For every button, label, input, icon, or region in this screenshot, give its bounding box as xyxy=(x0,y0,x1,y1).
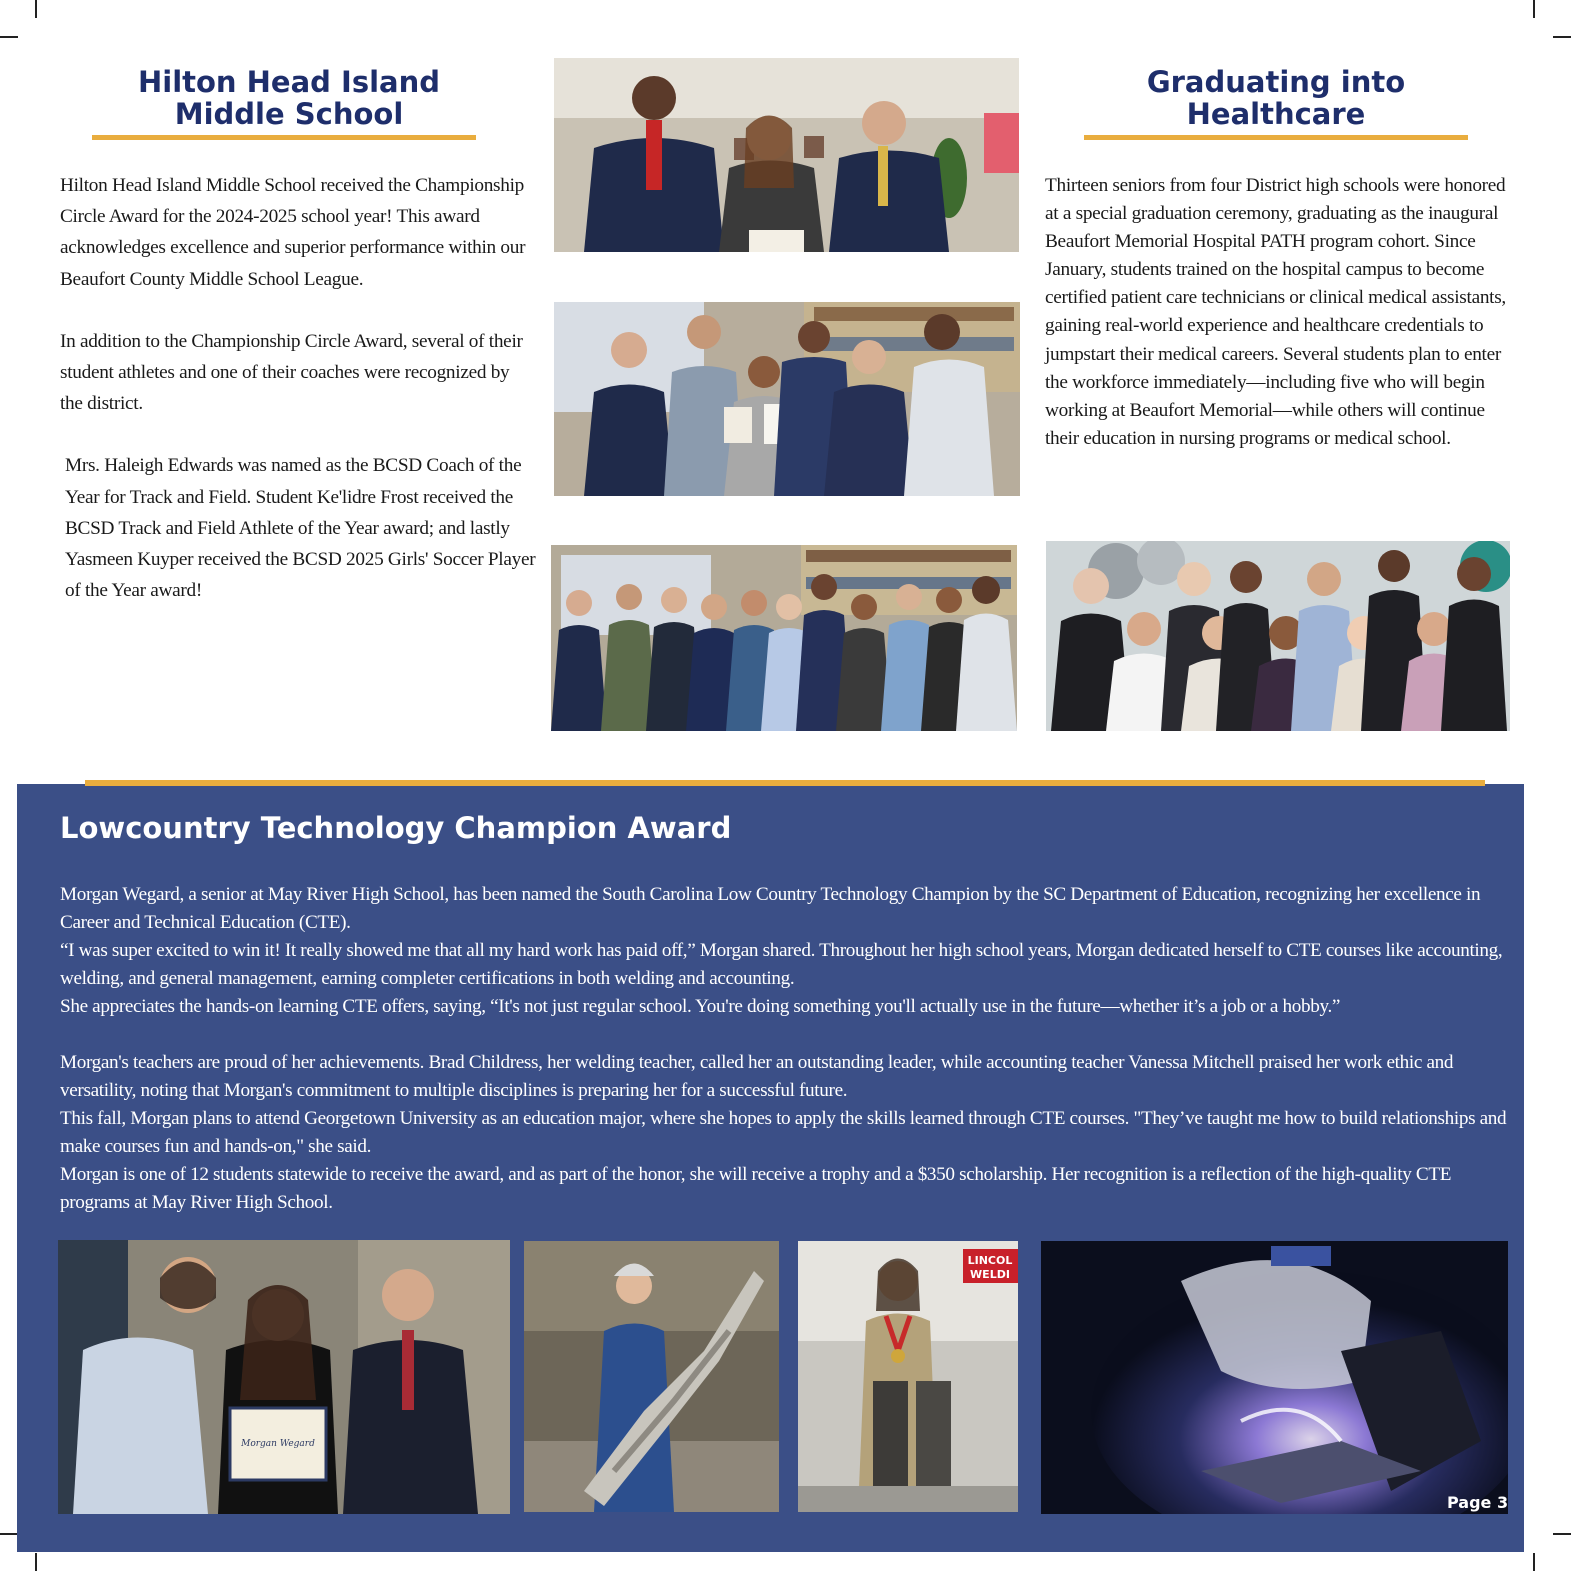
certificate-name: Morgan Wegard xyxy=(241,1439,315,1449)
crop-mark xyxy=(1533,0,1535,18)
feature-title: Lowcountry Technology Champion Award xyxy=(60,811,732,845)
feature-paragraph-1: Morgan Wegard, a senior at May River High School, has been named the South Carolina Low Country Technology Champion by the SC Department of Education, recognizing her excellence in Career and Technical Education (CTE). xyxy=(60,884,1481,933)
right-title-line2: Healthcare xyxy=(1186,97,1366,131)
photo-award-presentation xyxy=(554,58,1019,252)
photo-path-graduates xyxy=(1046,541,1510,731)
feature-paragraph-3: She appreciates the hands-on learning CTE offers, saying, “It's not just regular school. You're doing something you'll actually use in the future—whether it’s a job or a hobby.” xyxy=(60,996,1341,1017)
feature-paragraph-spacer xyxy=(60,1021,1520,1049)
left-paragraph-2: In addition to the Championship Circle Award, several of their student athletes and one of their coaches were recognized by the district. xyxy=(60,330,523,415)
left-article-body xyxy=(60,170,536,606)
right-title-line1: Graduating into xyxy=(1146,65,1406,99)
right-paragraph: Thirteen seniors from four District high schools were honored at a special graduation ceremony, graduating as the inaugural Beaufort Memorial Hospital PATH program cohort. Since January, students trained on the hospital campus to become certified patient care technicians or clinical medical assistants, gaining real-world experience and healthcare credentials to jumpstart their medical careers. Several students plan to enter the workforce immediately—including five who will begin working at Beaufort Memorial—while others will continue their education in nursing programs or medical school. xyxy=(1045,175,1506,449)
left-title-underline xyxy=(92,135,476,140)
crop-mark xyxy=(0,36,18,38)
photo-morgan-certificate xyxy=(58,1240,510,1514)
svg-text:LINCOL: LINCOL xyxy=(967,1254,1013,1267)
feature-body xyxy=(60,881,1520,1217)
right-article-title xyxy=(1084,66,1468,130)
feature-paragraph-5: This fall, Morgan plans to attend Georgetown University as an education major, where she hopes to apply the skills learned through CTE courses. "They’ve taught me how to build relationships and make courses fun and hands-on," she said. xyxy=(60,1108,1507,1157)
feature-paragraph-6: Morgan is one of 12 students statewide to receive the award, and as part of the honor, she will receive a trophy and a $350 scholarship. Her recognition is a reflection of the high-quality CTE programs at May River High School. xyxy=(60,1164,1452,1213)
photo-welder-at-work xyxy=(1041,1241,1508,1514)
photo-metal-eagle-sculpture xyxy=(524,1241,779,1512)
left-title-line1: Hilton Head Island xyxy=(137,65,440,99)
crop-mark xyxy=(1553,1533,1571,1535)
photo-group-with-certificates xyxy=(554,302,1020,496)
photo-welding-trophy xyxy=(798,1241,1018,1512)
crop-mark xyxy=(1553,36,1571,38)
crop-mark xyxy=(1533,1553,1535,1571)
right-title-underline xyxy=(1084,135,1468,140)
left-paragraph-3: Mrs. Haleigh Edwards was named as the BCSD Coach of the Year for Track and Field. Student Ke'lidre Frost received the BCSD Track and Field Athlete of the Year award; and lastly Yasmeen Kuyper received the BCSD 2025 Girls' Soccer Player of the Year award! xyxy=(65,455,536,602)
feature-paragraph-4: Morgan's teachers are proud of her achievements. Brad Childress, her welding teacher, called her an outstanding leader, while accounting teacher Vanessa Mitchell praised her work ethic and versatility, noting that Morgan's commitment to multiple disciplines is preparing her for a successful future. xyxy=(60,1052,1454,1101)
crop-mark xyxy=(35,1553,37,1571)
left-paragraph-1: Hilton Head Island Middle School received the Championship Circle Award for the 2024-2025 school year! This award acknowledges excellence and superior performance within our Beaufort County Middle School League. xyxy=(60,175,526,290)
feature-paragraph-2: “I was super excited to win it! It really showed me that all my hard work has paid off,” Morgan shared. Throughout her high school years, Morgan dedicated herself to CTE courses like accounting, welding, and general management, earning completer certifications in both welding and accounting. xyxy=(60,940,1503,989)
svg-text:WELDI: WELDI xyxy=(970,1268,1010,1281)
left-title-line2: Middle School xyxy=(174,97,404,131)
right-article-body xyxy=(1045,172,1517,453)
crop-mark xyxy=(35,0,37,18)
feature-band-rule xyxy=(85,780,1485,786)
left-article-title xyxy=(92,66,486,130)
crop-mark xyxy=(0,1533,18,1535)
page-number: Page 3 xyxy=(1447,1493,1509,1512)
photo-large-group xyxy=(551,545,1017,731)
